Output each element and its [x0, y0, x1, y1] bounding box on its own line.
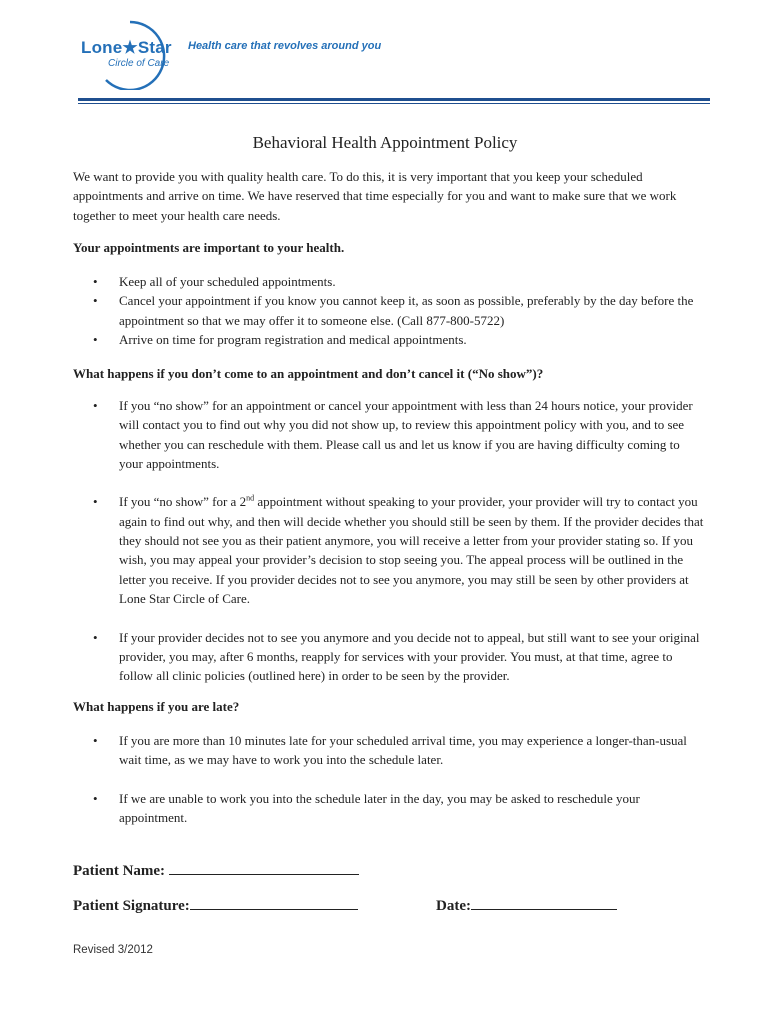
tagline: Health care that revolves around you [188, 40, 382, 52]
revision-note: Revised 3/2012 [73, 944, 153, 956]
list-item: • If you “no show” for a 2nd appointment without speaking to your provider, your provider will try to contact you again to find out why, and then will decide whether you should still be seen by them. If the provider decides that they should not see you as their patient anymore, you will receive a letter from your provider stating so. If you wish, you may appeal your provider’s decision to stop seeing you. The appeal process will be outlined in the letter you receive. If you provider decides not to see you anymore, you may still be seen by other providers at Lone Star Circle of Care. [93, 494, 704, 606]
header-rule [78, 98, 710, 101]
logo-sub-text: Circle of Care [108, 58, 170, 69]
list-item: • If you “no show” for an appointment or cancel your appointment with less than 24 hours notice, your provider will contact you to find out why you did not show up, to review this appointment policy with you, and to see whether you can reschedule with them. Please call us and let us know if you are having difficulty coming to your appointments. [93, 398, 693, 471]
patient-name-line[interactable] [169, 860, 359, 875]
patient-name-field[interactable] [73, 860, 359, 880]
patient-signature-line[interactable] [190, 895, 358, 910]
section3-heading: What happens if you are late? [73, 699, 240, 714]
page-title: Behavioral Health Appointment Policy [252, 133, 518, 152]
list-item: • Arrive on time for program registration and medical appointments. [73, 330, 705, 349]
list-item: • If your provider decides not to see you anymore and you decide not to appeal, but still want to see your original provider, you may, after 6 months, reapply for services with your provider. You must, at that time, agree to follow all clinic policies (outlined here) in order to be seen by the provider. [93, 629, 700, 684]
section1-heading: Your appointments are important to your health. [73, 240, 345, 255]
patient-name-label: Patient Name: [73, 863, 166, 879]
bullet-icon: • [93, 398, 98, 413]
section1-list [73, 272, 705, 349]
list-item: • Cancel your appointment if you know you cannot keep it, as soon as possible, preferably by the day before the appointment so that we may offer it to someone else. (Call 877-800-5722) [93, 293, 694, 328]
date-line[interactable] [471, 895, 617, 910]
intro-paragraph: We want to provide you with quality health care. To do this, it is very important that you keep your scheduled appointments and arrive on time. We have reserved that time especially for you and want to make sure that we work together to meet your health care needs. [73, 169, 677, 223]
bullet-icon: • [93, 790, 98, 806]
logo-brand-text: Lone★Star [81, 38, 172, 57]
lone-star-logo [78, 18, 182, 88]
patient-signature-label: Patient Signature: [73, 898, 190, 914]
bullet-icon: • [93, 293, 98, 309]
section3-list [73, 731, 705, 827]
list-item: • If we are unable to work you into the schedule later in the day, you may be asked to reschedule your appointment. [93, 790, 640, 826]
section2-list [73, 396, 705, 685]
date-label: Date: [436, 898, 471, 914]
date-field[interactable] [436, 895, 617, 915]
bullet-icon: • [93, 274, 98, 289]
bullet-icon: • [93, 331, 98, 347]
bullet-icon: • [93, 733, 98, 748]
header-rule-thin [78, 103, 710, 104]
patient-signature-field[interactable] [73, 895, 358, 915]
section2-heading: What happens if you don’t come to an appointment and don’t cancel it (“No show”)? [73, 366, 544, 381]
bullet-icon: • [93, 629, 98, 645]
list-item: • Keep all of your scheduled appointments. [73, 272, 705, 291]
bullet-icon: • [93, 494, 98, 510]
list-item: • If you are more than 10 minutes late for your scheduled arrival time, you may experience a longer-than-usual wait time, as we may have to work you into the schedule later. [93, 733, 687, 768]
